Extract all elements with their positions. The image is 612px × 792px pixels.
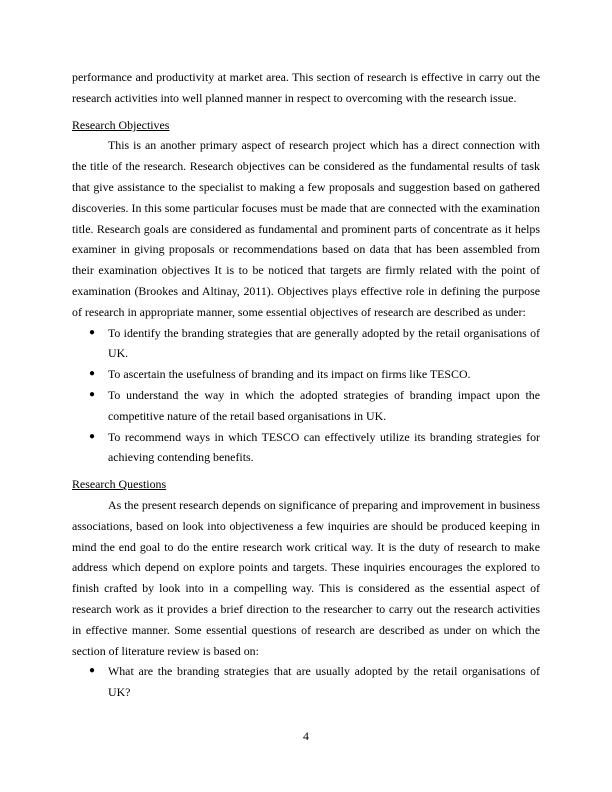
list-item bbox=[72, 427, 540, 469]
research-objectives-heading: Research Objectives bbox=[72, 117, 170, 132]
bullet-icon: ● bbox=[89, 430, 96, 442]
bullet-icon: ● bbox=[89, 665, 96, 677]
list-item-text: To understand the way in which the adopted strategies of branding impact upon the competitive nature of the retail based organisations in UK. bbox=[108, 387, 540, 423]
research-questions-heading: Research Questions bbox=[72, 477, 167, 492]
bullet-icon: ● bbox=[89, 388, 96, 400]
page-number: 4 bbox=[303, 729, 309, 743]
research-objectives-paragraph: This is an another primary aspect of research project which has a direct connection with the title of the research. Research objectives can be considered as the fundamental results of task that give assistance to the specialist to making a few proposals and suggestion based on gathered discoveries. In this some particular focuses must be made that are connected with the examination title. Research goals are considered as fundamental and prominent parts of concentrate as it helps examiner in giving proposals or recommendations based on data that has been assembled from their examination objectives It is to be noticed that targets are firmly related with the point of examination (Brookes and Altinay, 2011). Objectives plays effective role in defining the purpose of research in appropriate manner, some essential objectives of research are described as under: bbox=[72, 138, 540, 319]
bullet-icon: ● bbox=[89, 326, 96, 338]
list-item bbox=[72, 323, 540, 365]
list-item-text: To ascertain the usefulness of branding and its impact on firms like TESCO. bbox=[108, 367, 471, 382]
list-item bbox=[72, 661, 540, 703]
list-item-text: To identify the branding strategies that are generally adopted by the retail organisations of UK. bbox=[108, 325, 540, 361]
list-item-text: To recommend ways in which TESCO can effectively utilize its branding strategies for achieving contending benefits. bbox=[108, 429, 540, 465]
list-item bbox=[72, 364, 540, 385]
page-content bbox=[72, 67, 540, 703]
intro-paragraph: performance and productivity at market area. This section of research is effective in carry out the research activities into well planned manner in respect to overcoming with the research issue. bbox=[72, 70, 540, 105]
bullet-icon: ● bbox=[89, 368, 96, 380]
questions-list bbox=[72, 661, 540, 703]
objectives-list bbox=[72, 323, 540, 469]
list-item bbox=[72, 385, 540, 427]
research-questions-paragraph: As the present research depends on significance of preparing and improvement in business associations, based on look into objectiveness a few inquiries are should be produced keeping in mind the end goal to do the entire research work critical way. It is the duty of research to make address which depend on explore points and targets. These inquiries encourages the explored to finish crafted by look into in a compelling way. This is considered as the essential aspect of research work as it provides a brief direction to the researcher to carry out the research activities in effective manner. Some essential questions of research are described as under on which the section of literature review is based on: bbox=[72, 497, 540, 658]
list-item-text: What are the branding strategies that are usually adopted by the retail organisations of UK? bbox=[108, 664, 540, 700]
